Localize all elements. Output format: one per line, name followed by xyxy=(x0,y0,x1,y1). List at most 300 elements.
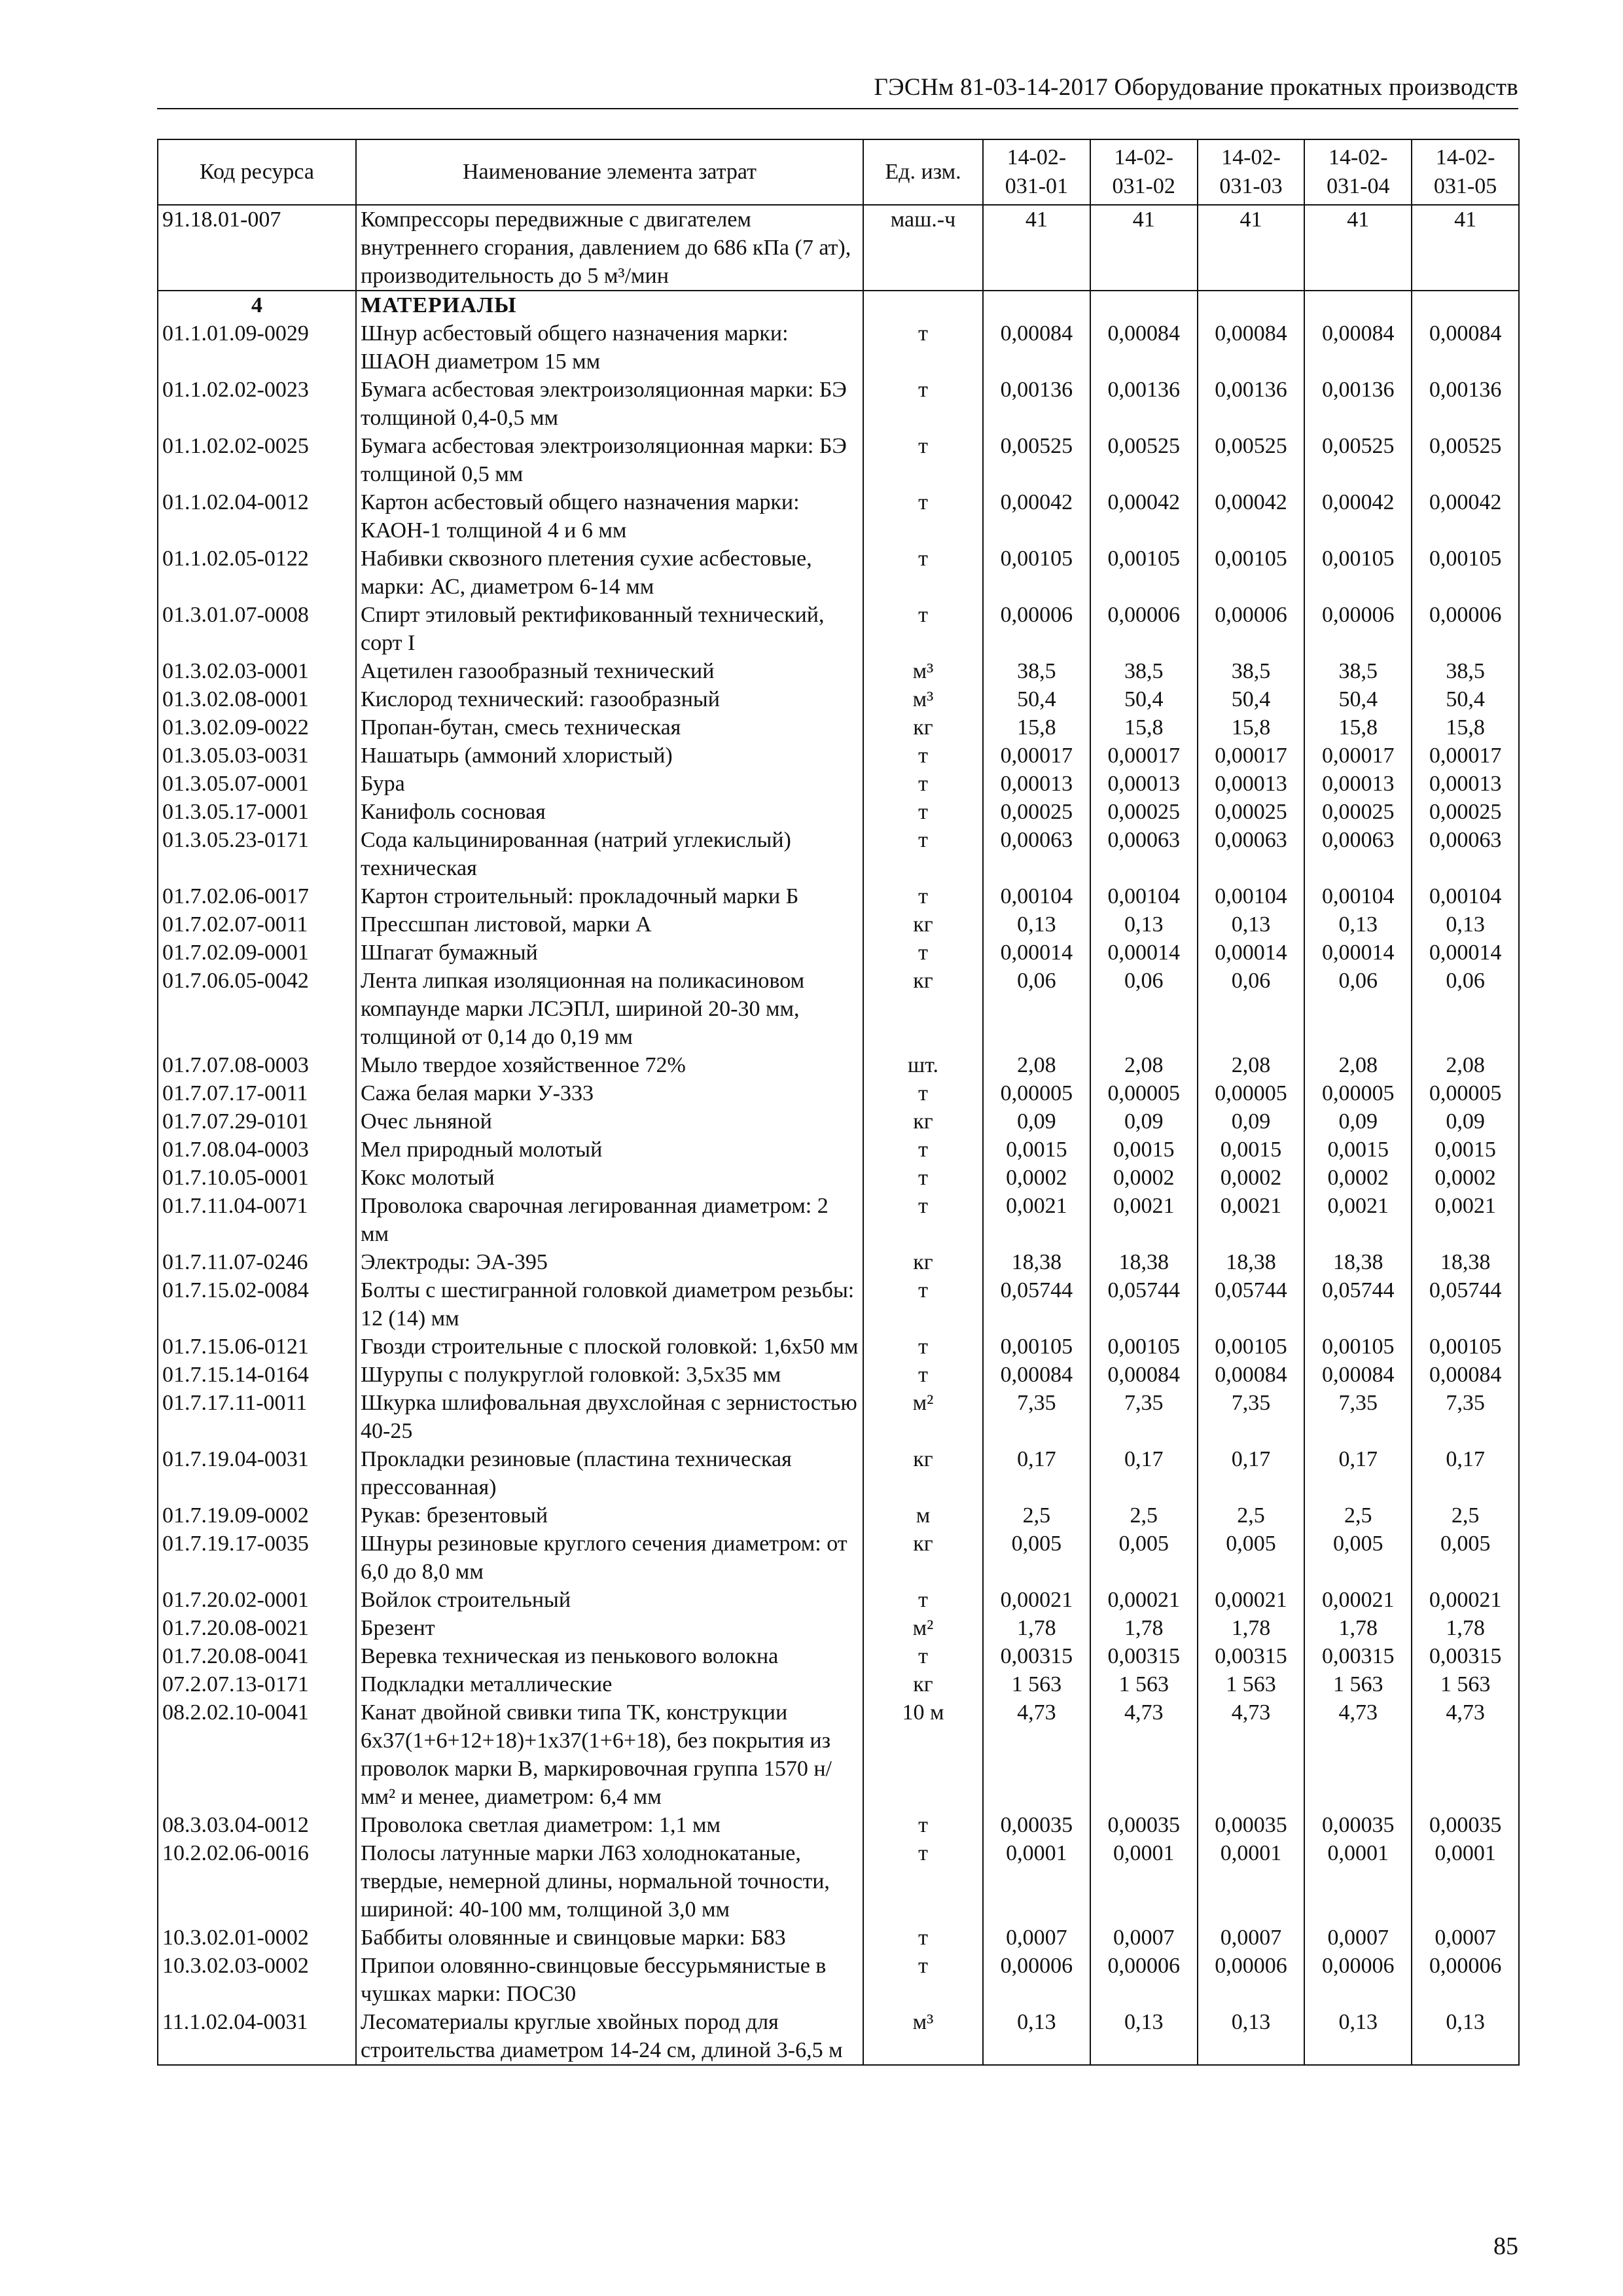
resource-unit: т xyxy=(863,1642,983,1670)
resource-value-4: 0,0002 xyxy=(1304,1164,1412,1192)
resource-value-2: 0,00084 xyxy=(1090,1361,1198,1389)
resource-value-4: 0,09 xyxy=(1304,1107,1412,1136)
table-row xyxy=(158,1811,1519,1839)
resource-value-1: 0,00525 xyxy=(983,432,1090,488)
resource-value-2: 0,00017 xyxy=(1090,742,1198,770)
resource-value-2: 15,8 xyxy=(1090,713,1198,742)
resource-value-4: 2,5 xyxy=(1304,1501,1412,1530)
resource-name: Шнур асбестовый общего назначения марки: ШАОН диаметром 15 мм xyxy=(356,319,863,376)
resource-value-3: 0,13 xyxy=(1198,910,1305,939)
resource-value-1: 0,00105 xyxy=(983,1333,1090,1361)
resource-value-2: 0,00005 xyxy=(1090,1079,1198,1107)
resource-code: 91.18.01-007 xyxy=(158,205,356,291)
resource-value-1: 0,00035 xyxy=(983,1811,1090,1839)
resource-value-1: 7,35 xyxy=(983,1389,1090,1445)
resource-code: 01.7.19.09-0002 xyxy=(158,1501,356,1530)
table-row xyxy=(158,1276,1519,1333)
resource-code: 01.7.07.08-0003 xyxy=(158,1051,356,1079)
resource-name: Очес льняной xyxy=(356,1107,863,1136)
resource-value-5: 0,00013 xyxy=(1412,770,1519,798)
column-header-norm-1: 14-02- 031-01 xyxy=(983,139,1090,205)
resource-name: Сажа белая марки У-333 xyxy=(356,1079,863,1107)
resource-value-2: 7,35 xyxy=(1090,1389,1198,1445)
column-header-norm-2: 14-02- 031-02 xyxy=(1090,139,1198,205)
resource-unit: кг xyxy=(863,1445,983,1501)
table-row xyxy=(158,376,1519,432)
resource-value-3: 4,73 xyxy=(1198,1698,1305,1811)
resource-value-2: 0,005 xyxy=(1090,1530,1198,1586)
resource-value-4: 0,00042 xyxy=(1304,488,1412,545)
resource-value-4: 0,05744 xyxy=(1304,1276,1412,1333)
resource-value-3: 0,09 xyxy=(1198,1107,1305,1136)
resource-unit: т xyxy=(863,1192,983,1248)
resource-value-4: 0,00014 xyxy=(1304,939,1412,967)
resource-value-5: 0,00005 xyxy=(1412,1079,1519,1107)
table-row xyxy=(158,488,1519,545)
resource-value-5: 0,00006 xyxy=(1412,601,1519,657)
resource-value-1: 0,00063 xyxy=(983,826,1090,882)
resource-code: 01.7.07.29-0101 xyxy=(158,1107,356,1136)
resource-value-4: 7,35 xyxy=(1304,1389,1412,1445)
resource-value-5: 0,00084 xyxy=(1412,1361,1519,1389)
resource-value-2: 0,00013 xyxy=(1090,770,1198,798)
resource-value-2: 0,00084 xyxy=(1090,319,1198,376)
resource-value-4: 0,0007 xyxy=(1304,1924,1412,1952)
resource-value-5: 0,00525 xyxy=(1412,432,1519,488)
resource-value-3: 15,8 xyxy=(1198,713,1305,742)
resource-value-1: 0,00017 xyxy=(983,742,1090,770)
table-row xyxy=(158,1361,1519,1389)
resource-value-3: 0,00006 xyxy=(1198,1952,1305,2008)
resource-value-1: 0,09 xyxy=(983,1107,1090,1136)
resource-name: Ацетилен газообразный технический xyxy=(356,657,863,685)
column-header-name: Наименование элемента затрат xyxy=(356,139,863,205)
resource-code: 01.7.17.11-0011 xyxy=(158,1389,356,1445)
resource-value-2: 0,00315 xyxy=(1090,1642,1198,1670)
table-row xyxy=(158,1192,1519,1248)
resource-value-3: 18,38 xyxy=(1198,1248,1305,1276)
table-row xyxy=(158,1248,1519,1276)
table-row xyxy=(158,319,1519,376)
resource-code: 01.7.02.07-0011 xyxy=(158,910,356,939)
table-row xyxy=(158,1333,1519,1361)
resource-name: Компрессоры передвижные с двигателем внутреннего сгорания, давлением до 686 кПа (7 ат), производительность до 5 м³/мин xyxy=(356,205,863,291)
table-row xyxy=(158,770,1519,798)
resource-code: 10.2.02.06-0016 xyxy=(158,1839,356,1924)
resource-unit: маш.-ч xyxy=(863,205,983,291)
resource-value-1: 50,4 xyxy=(983,685,1090,713)
resource-name: Электроды: ЭА-395 xyxy=(356,1248,863,1276)
resource-value-2: 0,06 xyxy=(1090,967,1198,1051)
resource-value-5: 0,0001 xyxy=(1412,1839,1519,1924)
resource-value-5: 0,00105 xyxy=(1412,1333,1519,1361)
resource-value-3: 50,4 xyxy=(1198,685,1305,713)
resource-value-5: 0,00063 xyxy=(1412,826,1519,882)
column-header-norm-5: 14-02- 031-05 xyxy=(1412,139,1519,205)
resource-value-2: 0,00021 xyxy=(1090,1586,1198,1614)
resource-code: 07.2.07.13-0171 xyxy=(158,1670,356,1698)
resource-value-5: 0,00035 xyxy=(1412,1811,1519,1839)
resource-value-5: 0,0021 xyxy=(1412,1192,1519,1248)
resource-value-3: 0,00005 xyxy=(1198,1079,1305,1107)
resource-value-5: 0,00105 xyxy=(1412,545,1519,601)
resource-value-1: 0,00006 xyxy=(983,1952,1090,2008)
resource-value-2: 2,5 xyxy=(1090,1501,1198,1530)
resource-value-2: 0,17 xyxy=(1090,1445,1198,1501)
resource-unit: т xyxy=(863,1276,983,1333)
resource-unit: кг xyxy=(863,1107,983,1136)
resource-value-1: 0,00013 xyxy=(983,770,1090,798)
resource-name: Канифоль сосновая xyxy=(356,798,863,826)
resource-code: 01.1.02.02-0023 xyxy=(158,376,356,432)
resource-name: Бумага асбестовая электроизоляционная марки: БЭ толщиной 0,4-0,5 мм xyxy=(356,376,863,432)
resource-value-3: 0,00084 xyxy=(1198,319,1305,376)
resource-code: 01.3.01.07-0008 xyxy=(158,601,356,657)
resource-unit: кг xyxy=(863,910,983,939)
table-row xyxy=(158,545,1519,601)
resource-value-4: 0,0001 xyxy=(1304,1839,1412,1924)
resource-value-1: 0,0021 xyxy=(983,1192,1090,1248)
resource-name: Проволока светлая диаметром: 1,1 мм xyxy=(356,1811,863,1839)
resource-value-3: 0,06 xyxy=(1198,967,1305,1051)
resource-value-5: 15,8 xyxy=(1412,713,1519,742)
resource-name: Шкурка шлифовальная двухслойная с зернистостью 40-25 xyxy=(356,1389,863,1445)
resource-name: Припои оловянно-свинцовые бессурьмянистые в чушках марки: ПОС30 xyxy=(356,1952,863,2008)
resource-code: 01.3.05.03-0031 xyxy=(158,742,356,770)
resource-name: Брезент xyxy=(356,1614,863,1642)
resource-value-1: 0,06 xyxy=(983,967,1090,1051)
resource-value-5: 0,00014 xyxy=(1412,939,1519,967)
resource-code: 01.1.02.02-0025 xyxy=(158,432,356,488)
resource-name: Спирт этиловый ректификованный технический, сорт I xyxy=(356,601,863,657)
resource-value-2: 0,00105 xyxy=(1090,1333,1198,1361)
resource-unit: м xyxy=(863,1501,983,1530)
resource-unit: т xyxy=(863,488,983,545)
resource-value-2: 0,00035 xyxy=(1090,1811,1198,1839)
resource-name: Болты с шестигранной головкой диаметром резьбы: 12 (14) мм xyxy=(356,1276,863,1333)
resource-code: 01.7.07.17-0011 xyxy=(158,1079,356,1107)
resource-value-5: 0,17 xyxy=(1412,1445,1519,1501)
resource-unit: т xyxy=(863,939,983,967)
page-number: 85 xyxy=(1493,2233,1518,2260)
column-header-code: Код ресурса xyxy=(158,139,356,205)
resource-value-4: 0,00025 xyxy=(1304,798,1412,826)
resource-name: Картон строительный: прокладочный марки Б xyxy=(356,882,863,910)
resource-value-2: 0,0015 xyxy=(1090,1136,1198,1164)
resource-unit: т xyxy=(863,432,983,488)
resource-code: 01.7.15.06-0121 xyxy=(158,1333,356,1361)
resource-code: 01.3.05.07-0001 xyxy=(158,770,356,798)
table-row xyxy=(158,1079,1519,1107)
resource-value-3: 1 563 xyxy=(1198,1670,1305,1698)
resource-unit: т xyxy=(863,376,983,432)
resource-code: 01.7.02.09-0001 xyxy=(158,939,356,967)
resource-value-3: 0,0002 xyxy=(1198,1164,1305,1192)
resource-unit: т xyxy=(863,319,983,376)
resource-name: Шурупы с полукруглой головкой: 3,5x35 мм xyxy=(356,1361,863,1389)
table-row xyxy=(158,1164,1519,1192)
resource-value-5: 4,73 xyxy=(1412,1698,1519,1811)
resource-name: Шпагат бумажный xyxy=(356,939,863,967)
section-row xyxy=(158,291,1519,319)
resource-code: 01.1.02.05-0122 xyxy=(158,545,356,601)
resource-value-2: 38,5 xyxy=(1090,657,1198,685)
resource-value-5: 0,06 xyxy=(1412,967,1519,1051)
resource-value-5: 2,08 xyxy=(1412,1051,1519,1079)
resource-value-5: 0,0015 xyxy=(1412,1136,1519,1164)
resource-value-2: 4,73 xyxy=(1090,1698,1198,1811)
resource-value-2: 0,13 xyxy=(1090,910,1198,939)
resource-value-1: 0,00084 xyxy=(983,1361,1090,1389)
empty-cell xyxy=(983,291,1090,319)
resource-name: Набивки сквозного плетения сухие асбестовые, марки: АС, диаметром 6-14 мм xyxy=(356,545,863,601)
resource-value-2: 0,00014 xyxy=(1090,939,1198,967)
resource-code: 01.7.19.04-0031 xyxy=(158,1445,356,1501)
resource-value-4: 38,5 xyxy=(1304,657,1412,685)
resource-name: Гвозди строительные с плоской головкой: 1,6x50 мм xyxy=(356,1333,863,1361)
resource-value-5: 0,00017 xyxy=(1412,742,1519,770)
table-body xyxy=(158,205,1519,2065)
resource-unit: т xyxy=(863,1839,983,1924)
table-row xyxy=(158,798,1519,826)
resource-value-5: 0,13 xyxy=(1412,910,1519,939)
resource-code: 01.3.02.08-0001 xyxy=(158,685,356,713)
table-row xyxy=(158,967,1519,1051)
resource-value-3: 41 xyxy=(1198,205,1305,291)
resource-unit: кг xyxy=(863,967,983,1051)
resource-value-4: 0,13 xyxy=(1304,2008,1412,2065)
table-row xyxy=(158,1530,1519,1586)
resource-value-1: 2,5 xyxy=(983,1501,1090,1530)
resource-value-4: 0,00525 xyxy=(1304,432,1412,488)
resource-value-1: 0,05744 xyxy=(983,1276,1090,1333)
resource-unit: т xyxy=(863,1079,983,1107)
resource-name: Войлок строительный xyxy=(356,1586,863,1614)
resource-value-2: 0,05744 xyxy=(1090,1276,1198,1333)
resource-value-2: 0,0002 xyxy=(1090,1164,1198,1192)
resource-unit: кг xyxy=(863,1670,983,1698)
resource-name: Проволока сварочная легированная диаметром: 2 мм xyxy=(356,1192,863,1248)
resource-name: Картон асбестовый общего назначения марки: КАОН-1 толщиной 4 и 6 мм xyxy=(356,488,863,545)
resource-value-4: 0,00035 xyxy=(1304,1811,1412,1839)
resource-value-1: 0,00025 xyxy=(983,798,1090,826)
resource-value-4: 0,13 xyxy=(1304,910,1412,939)
resource-name: Прокладки резиновые (пластина техническая прессованная) xyxy=(356,1445,863,1501)
table-row xyxy=(158,742,1519,770)
resource-value-5: 1 563 xyxy=(1412,1670,1519,1698)
resource-value-4: 1 563 xyxy=(1304,1670,1412,1698)
resource-unit: т xyxy=(863,826,983,882)
resource-value-4: 0,00104 xyxy=(1304,882,1412,910)
resource-value-2: 18,38 xyxy=(1090,1248,1198,1276)
resource-value-1: 0,13 xyxy=(983,910,1090,939)
resource-value-3: 0,00017 xyxy=(1198,742,1305,770)
resource-value-2: 0,09 xyxy=(1090,1107,1198,1136)
resource-value-1: 0,0007 xyxy=(983,1924,1090,1952)
resource-unit: т xyxy=(863,1586,983,1614)
resource-value-1: 2,08 xyxy=(983,1051,1090,1079)
table-row xyxy=(158,910,1519,939)
resource-code: 01.7.06.05-0042 xyxy=(158,967,356,1051)
resource-value-2: 0,00025 xyxy=(1090,798,1198,826)
resource-value-4: 0,00005 xyxy=(1304,1079,1412,1107)
resource-value-5: 0,05744 xyxy=(1412,1276,1519,1333)
resource-unit: шт. xyxy=(863,1051,983,1079)
resource-value-1: 0,00104 xyxy=(983,882,1090,910)
resource-unit: т xyxy=(863,798,983,826)
resource-value-3: 0,00105 xyxy=(1198,1333,1305,1361)
resource-code: 01.1.02.04-0012 xyxy=(158,488,356,545)
resource-value-4: 0,06 xyxy=(1304,967,1412,1051)
table-row xyxy=(158,1445,1519,1501)
resource-code: 01.7.02.06-0017 xyxy=(158,882,356,910)
resource-value-4: 0,00105 xyxy=(1304,545,1412,601)
resource-name: Сода кальцинированная (натрий углекислый) техническая xyxy=(356,826,863,882)
resource-value-3: 0,0007 xyxy=(1198,1924,1305,1952)
resource-value-5: 0,00021 xyxy=(1412,1586,1519,1614)
table-row xyxy=(158,1614,1519,1642)
resource-value-1: 0,0015 xyxy=(983,1136,1090,1164)
resource-code: 01.3.05.17-0001 xyxy=(158,798,356,826)
column-header-norm-4: 14-02- 031-04 xyxy=(1304,139,1412,205)
resource-value-4: 0,00006 xyxy=(1304,601,1412,657)
resource-code: 01.7.20.08-0021 xyxy=(158,1614,356,1642)
resource-value-2: 41 xyxy=(1090,205,1198,291)
resource-value-4: 50,4 xyxy=(1304,685,1412,713)
resource-value-4: 15,8 xyxy=(1304,713,1412,742)
resource-name: Мел природный молотый xyxy=(356,1136,863,1164)
resource-name: Баббиты оловянные и свинцовые марки: Б83 xyxy=(356,1924,863,1952)
resource-value-3: 0,00084 xyxy=(1198,1361,1305,1389)
resource-code: 01.7.20.08-0041 xyxy=(158,1642,356,1670)
resource-value-4: 1,78 xyxy=(1304,1614,1412,1642)
resource-unit: м³ xyxy=(863,2008,983,2065)
resource-value-1: 0,00136 xyxy=(983,376,1090,432)
resource-value-2: 0,0021 xyxy=(1090,1192,1198,1248)
resource-unit: м² xyxy=(863,1389,983,1445)
resource-value-1: 0,00014 xyxy=(983,939,1090,967)
resource-unit: т xyxy=(863,1952,983,2008)
resource-value-1: 0,17 xyxy=(983,1445,1090,1501)
table-row xyxy=(158,1924,1519,1952)
table-row xyxy=(158,1952,1519,2008)
resource-name: Мыло твердое хозяйственное 72% xyxy=(356,1051,863,1079)
resource-code: 08.3.03.04-0012 xyxy=(158,1811,356,1839)
running-header: ГЭСНм 81-03-14-2017 Оборудование прокатных производств xyxy=(874,74,1518,101)
resource-value-5: 41 xyxy=(1412,205,1519,291)
table-row xyxy=(158,432,1519,488)
resource-unit: т xyxy=(863,1164,983,1192)
empty-cell xyxy=(1198,291,1305,319)
table-header-row xyxy=(158,139,1519,205)
resource-value-1: 1 563 xyxy=(983,1670,1090,1698)
empty-cell xyxy=(1304,291,1412,319)
resource-value-3: 0,00013 xyxy=(1198,770,1305,798)
resource-value-3: 0,17 xyxy=(1198,1445,1305,1501)
resource-name: Полосы латунные марки Л63 холоднокатаные, твердые, немерной длины, нормальной точности, шириной: 40-100 мм, толщиной 3,0 мм xyxy=(356,1839,863,1924)
resource-value-2: 2,08 xyxy=(1090,1051,1198,1079)
resource-value-1: 0,0002 xyxy=(983,1164,1090,1192)
resource-name: Веревка техническая из пенькового волокна xyxy=(356,1642,863,1670)
resource-value-1: 0,13 xyxy=(983,2008,1090,2065)
resource-value-5: 0,00136 xyxy=(1412,376,1519,432)
resource-value-4: 0,0021 xyxy=(1304,1192,1412,1248)
resource-value-5: 0,00104 xyxy=(1412,882,1519,910)
resource-value-3: 7,35 xyxy=(1198,1389,1305,1445)
resource-name: Рукав: брезентовый xyxy=(356,1501,863,1530)
resource-unit: м³ xyxy=(863,657,983,685)
resource-unit: т xyxy=(863,601,983,657)
resource-value-5: 0,00315 xyxy=(1412,1642,1519,1670)
table-row xyxy=(158,713,1519,742)
resource-table xyxy=(157,139,1520,2066)
resource-name: Пропан-бутан, смесь техническая xyxy=(356,713,863,742)
resource-value-3: 0,00035 xyxy=(1198,1811,1305,1839)
table-row xyxy=(158,1586,1519,1614)
resource-value-5: 2,5 xyxy=(1412,1501,1519,1530)
table-row xyxy=(158,1051,1519,1079)
resource-value-1: 0,005 xyxy=(983,1530,1090,1586)
table-row xyxy=(158,1698,1519,1811)
resource-code: 01.7.08.04-0003 xyxy=(158,1136,356,1164)
resource-name: Подкладки металлические xyxy=(356,1670,863,1698)
table-row xyxy=(158,2008,1519,2065)
table-row xyxy=(158,205,1519,291)
resource-value-4: 4,73 xyxy=(1304,1698,1412,1811)
resource-value-4: 0,00021 xyxy=(1304,1586,1412,1614)
resource-name: Бура xyxy=(356,770,863,798)
table-row xyxy=(158,601,1519,657)
resource-value-4: 0,005 xyxy=(1304,1530,1412,1586)
resource-unit: т xyxy=(863,882,983,910)
resource-value-2: 0,13 xyxy=(1090,2008,1198,2065)
resource-value-4: 18,38 xyxy=(1304,1248,1412,1276)
resource-value-5: 18,38 xyxy=(1412,1248,1519,1276)
resource-name: Лента липкая изоляционная на поликасиновом компаунде марки ЛСЭПЛ, шириной 20-30 мм, толщиной от 0,14 до 0,19 мм xyxy=(356,967,863,1051)
empty-cell xyxy=(1090,291,1198,319)
resource-value-5: 0,09 xyxy=(1412,1107,1519,1136)
resource-value-2: 0,00136 xyxy=(1090,376,1198,432)
resource-unit: кг xyxy=(863,713,983,742)
resource-value-5: 0,00042 xyxy=(1412,488,1519,545)
resource-value-3: 1,78 xyxy=(1198,1614,1305,1642)
resource-value-3: 0,0001 xyxy=(1198,1839,1305,1924)
resource-unit: т xyxy=(863,770,983,798)
resource-value-2: 0,00063 xyxy=(1090,826,1198,882)
resource-value-4: 0,00006 xyxy=(1304,1952,1412,2008)
resource-unit: т xyxy=(863,545,983,601)
resource-value-5: 0,00025 xyxy=(1412,798,1519,826)
resource-value-3: 0,00021 xyxy=(1198,1586,1305,1614)
resource-value-5: 0,13 xyxy=(1412,2008,1519,2065)
resource-value-1: 41 xyxy=(983,205,1090,291)
resource-value-3: 0,0015 xyxy=(1198,1136,1305,1164)
resource-value-5: 0,005 xyxy=(1412,1530,1519,1586)
resource-unit: м² xyxy=(863,1614,983,1642)
resource-unit: т xyxy=(863,1361,983,1389)
resource-value-3: 0,00104 xyxy=(1198,882,1305,910)
resource-unit: т xyxy=(863,1924,983,1952)
resource-value-3: 0,00025 xyxy=(1198,798,1305,826)
resource-value-2: 0,00006 xyxy=(1090,1952,1198,2008)
resource-unit: кг xyxy=(863,1530,983,1586)
resource-value-5: 0,0007 xyxy=(1412,1924,1519,1952)
resource-name: Прессшпан листовой, марки А xyxy=(356,910,863,939)
resource-code: 11.1.02.04-0031 xyxy=(158,2008,356,2065)
section-title: МАТЕРИАЛЫ xyxy=(356,291,863,319)
resource-value-3: 0,00136 xyxy=(1198,376,1305,432)
resource-value-3: 2,08 xyxy=(1198,1051,1305,1079)
